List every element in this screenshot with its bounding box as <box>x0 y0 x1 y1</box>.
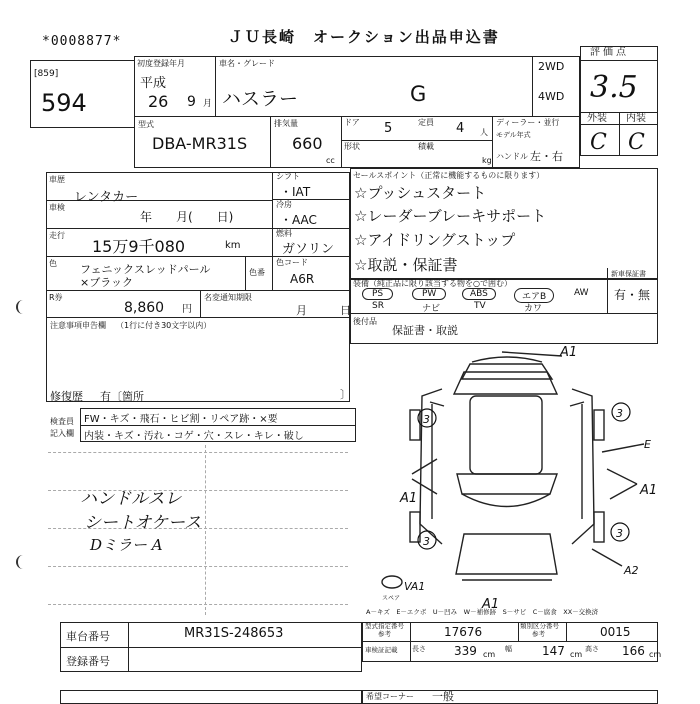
model-code: DBA-MR31S <box>152 134 248 153</box>
damage-mark: VA1 <box>404 580 426 593</box>
ruled-line <box>205 445 206 615</box>
category: 0015 <box>600 625 631 639</box>
equip-tv: TV <box>474 301 486 311</box>
displacement: 660 <box>292 134 323 153</box>
dealer-label: ディーラー・並行 <box>496 118 560 127</box>
divider <box>245 256 246 290</box>
color: フェニックスレッドパール ×ブラック <box>80 263 211 289</box>
inspection: 年 月( 日) <box>140 210 234 224</box>
new-car-warranty-label: 新車保証書 <box>611 270 646 278</box>
selling-point: ☆アイドリングストップ <box>354 231 516 249</box>
corner-value: 一般 <box>432 690 454 703</box>
damage-mark: 3 <box>616 527 623 540</box>
divider <box>619 112 620 156</box>
divider <box>518 622 519 641</box>
steering-options: 左・右 <box>530 150 563 163</box>
height-label: 高さ <box>585 645 599 653</box>
length-label: 長さ <box>412 645 426 653</box>
selling-point: ☆取説・保証書 <box>354 256 458 274</box>
fuel-label: 燃料 <box>276 229 292 238</box>
equip-leather: カワ <box>524 304 543 314</box>
handwritten-note: Dミラー A <box>90 536 163 554</box>
damage-mark: A1 <box>640 483 658 498</box>
equipment-label: 装備（純正品に限り該当する物を○で囲む） <box>353 279 512 288</box>
chassis-label: 車台番号 <box>66 630 110 643</box>
ac: ・AAC <box>280 213 317 227</box>
shift-label: シフト <box>276 172 300 181</box>
displacement-label: 排気量 <box>274 119 298 128</box>
type-cert-label: 型式指定番号 <box>365 622 404 630</box>
divider <box>134 116 580 117</box>
notes-box <box>46 318 350 402</box>
history: レンタカー <box>74 190 139 205</box>
damage-mark: A2 <box>624 564 639 577</box>
fuel: ガソリン <box>282 242 335 257</box>
spare-label: スペア <box>382 595 401 602</box>
type-cert: 17676 <box>444 625 483 639</box>
registration-label: 登録番号 <box>66 655 110 668</box>
color-label: 色 <box>49 259 57 268</box>
equip-pw: PW <box>412 288 446 300</box>
damage-mark: 3 <box>423 413 430 426</box>
new-car-warranty: 有・無 <box>614 288 651 302</box>
recycle-unit: 円 <box>182 304 192 315</box>
height-unit: cm <box>649 650 662 659</box>
damage-diagram <box>352 344 658 616</box>
first-reg-era: 平成 <box>140 76 167 91</box>
divider <box>492 116 493 168</box>
first-reg-year: 26 <box>148 92 169 111</box>
ruled-line <box>48 604 348 605</box>
damage-mark: 3 <box>423 535 430 548</box>
steering-label: ハンドル <box>496 152 528 161</box>
equip-navi: ナビ <box>422 304 441 314</box>
divider <box>362 641 658 642</box>
page-title: ＪＵ長崎 オークション出品申込書 <box>228 28 500 46</box>
doors-label: ドア <box>344 118 360 127</box>
grade-score: 3.5 <box>590 70 638 105</box>
inspector-label: 検査員 <box>50 417 74 426</box>
shape-label: 形状 <box>344 142 360 151</box>
damage-mark: A1 <box>560 345 578 360</box>
binder-hole-bottom <box>16 555 28 569</box>
damage-mark: 3 <box>616 407 623 420</box>
repair-label: 修復歴 <box>50 390 83 403</box>
divider <box>272 172 273 290</box>
mileage-label: 走行 <box>49 231 65 240</box>
history-label: 車歴 <box>49 175 65 184</box>
displacement-unit: cc <box>326 156 335 165</box>
mileage-unit: km <box>225 240 241 251</box>
mileage: 15万9千080 <box>92 237 186 256</box>
divider <box>566 622 567 641</box>
serial-number: *0008877* <box>42 34 122 49</box>
category-sub: 参考 <box>532 630 545 638</box>
equip-aw: AW <box>574 288 589 298</box>
model-code-label: 型式 <box>138 120 154 129</box>
capacity-unit: 人 <box>480 128 488 137</box>
exterior-grade: C <box>590 130 607 155</box>
loading-unit: kg <box>482 156 492 165</box>
divider <box>60 647 362 648</box>
repair: 有〔箇所 <box>100 390 144 403</box>
model-grade: G <box>410 82 427 106</box>
accessories-label: 後付品 <box>353 317 377 326</box>
interior-label: 内装 <box>626 113 646 124</box>
exterior-label: 外装 <box>587 113 607 124</box>
divider <box>341 140 492 141</box>
equip-sr: SR <box>372 301 384 311</box>
repair-close: 〕 <box>340 388 351 401</box>
divider <box>341 116 342 168</box>
inspector-interior-row: 内装・キズ・汚れ・コゲ・穴・スレ・キレ・破し <box>84 431 304 442</box>
name-change-label: 名変通知期限 <box>204 293 252 302</box>
first-reg-month-unit: 月 <box>203 99 213 109</box>
capacity-label: 定員 <box>418 118 434 127</box>
name-change: 月 日 <box>296 304 351 317</box>
doors: 5 <box>384 121 393 136</box>
selling-point: ☆レーダーブレーキサポート <box>354 207 547 225</box>
drive-4wd: 4WD <box>538 90 565 103</box>
type-cert-sub: 参考 <box>378 630 391 638</box>
footer-strip <box>60 690 362 704</box>
shift: ・IAT <box>280 185 311 199</box>
notes-sub: （1行に付き30文字以内） <box>116 321 212 330</box>
loading-label: 積載 <box>418 142 434 151</box>
color-no: A6R <box>290 272 315 286</box>
handwritten-note: ハンドルスレ <box>80 489 182 509</box>
dims-label: 車検証記載 <box>365 646 398 654</box>
length: 339 <box>454 644 477 658</box>
accessories: 保証書・取説 <box>392 324 458 337</box>
damage-mark: A1 <box>400 491 418 506</box>
ac-label: 冷房 <box>276 200 292 209</box>
recycle: 8,860 <box>124 300 165 316</box>
width-label: 幅 <box>505 645 512 653</box>
selling-point: ☆プッシュスタート <box>354 184 487 202</box>
drive-2wd: 2WD <box>538 60 565 73</box>
equip-ps: PS <box>362 288 393 300</box>
interior-grade: C <box>628 130 645 155</box>
lot-box <box>30 60 134 128</box>
divider <box>128 622 129 672</box>
divider <box>46 228 350 229</box>
selling-points-label: セールスポイント（正常に機能するものに限ります） <box>353 171 545 180</box>
ruled-line <box>48 566 348 567</box>
divider <box>270 116 271 168</box>
divider <box>410 622 411 662</box>
inspector-exterior-row: FW・キズ・飛石・ヒビ割・リペア跡・×要 <box>84 414 278 425</box>
divider <box>46 290 350 291</box>
divider <box>580 60 658 61</box>
corner-label: 希望コーナー <box>366 692 414 701</box>
divider <box>80 425 356 426</box>
width-unit: cm <box>570 650 583 659</box>
grade-label: 評価点 <box>590 47 629 58</box>
model-name-label: 車名・グレード <box>219 59 275 68</box>
first-reg-month: 9 <box>187 94 196 110</box>
model-name: ハスラー <box>222 88 299 110</box>
first-reg-label: 初度登録年月 <box>137 59 185 68</box>
color-code-label: 色コード <box>276 258 308 267</box>
color-no-label: 色番 <box>249 268 265 277</box>
divider <box>215 56 216 116</box>
lot-code: [859] <box>34 69 59 79</box>
divider <box>532 56 533 116</box>
notes-label: 注意事項申告欄 <box>50 321 106 330</box>
recycle-label: R券 <box>49 293 63 302</box>
lot-number: 594 <box>41 89 87 117</box>
equip-abs: ABS <box>462 288 496 300</box>
height: 166 <box>622 644 645 658</box>
inspection-label: 車検 <box>49 203 65 212</box>
divider <box>607 268 608 314</box>
damage-legend: A－キズ E－エクボ U－凹み W－補修跡 S－サビ C－腐食 XX－交換済 <box>366 608 599 616</box>
inspector-label-2: 記入欄 <box>50 429 74 438</box>
capacity: 4 <box>456 121 465 136</box>
ruled-line <box>48 452 348 453</box>
model-year-label: モデル年式 <box>496 131 531 139</box>
category-label: 類別区分番号 <box>520 622 559 630</box>
equip-airbag: エアB <box>514 288 554 303</box>
chassis-number: MR31S-248653 <box>184 626 284 641</box>
width: 147 <box>542 644 565 658</box>
binder-hole-top <box>16 300 28 314</box>
handwritten-note: シートオケース <box>84 513 202 533</box>
length-unit: cm <box>483 650 496 659</box>
divider <box>200 290 201 318</box>
damage-mark: A1 <box>482 597 500 612</box>
damage-mark: E <box>644 438 651 451</box>
